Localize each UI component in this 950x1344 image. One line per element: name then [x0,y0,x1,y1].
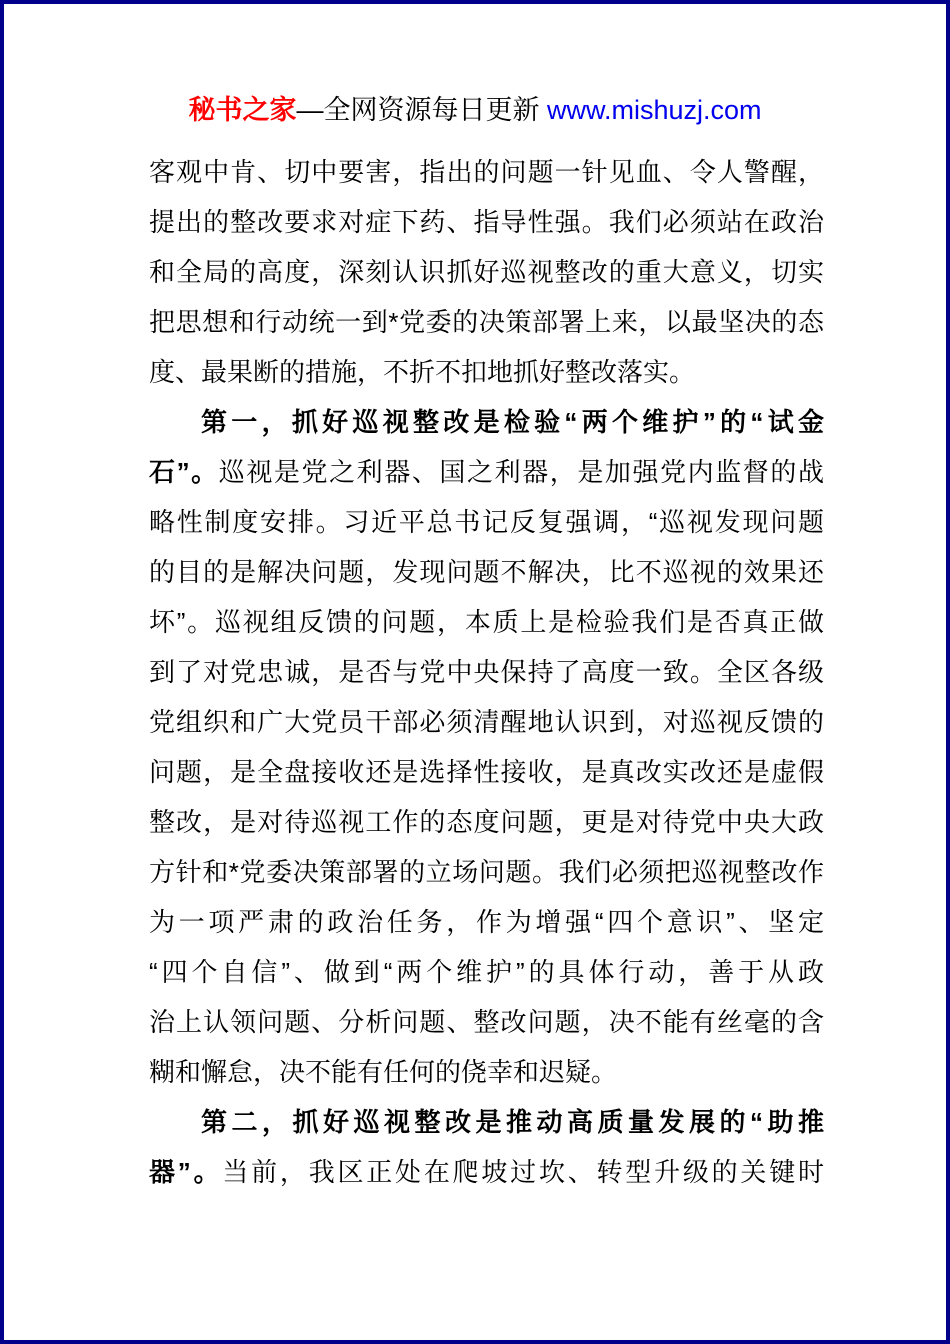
bold-text-segment: 器”。 [149,1157,223,1187]
text-line [149,497,824,547]
text-line [149,597,824,647]
text-segment: 到了对党忠诚，是否与党中央保持了高度一致。全区各级 [149,657,824,687]
text-line [149,397,824,447]
text-segment: 巡视是党之利器、国之利器，是加强党内监督的战 [218,457,824,487]
site-url[interactable]: www.mishuzj.com [546,95,762,125]
text-segment: 方针和*党委决策部署的立场问题。我们必须把巡视整改作 [149,857,824,887]
bold-text-segment: 第二，抓好巡视整改是推动高质量发展的“助推 [201,1107,824,1137]
text-line [149,547,824,597]
text-segment: 和全局的高度，深刻认识抓好巡视整改的重大意义，切实 [149,257,824,287]
text-segment: 问题，是全盘接收还是选择性接收，是真改实改还是虚假 [149,757,824,787]
document-body [4,147,946,1197]
text-line [149,797,824,847]
text-segment: 当前，我区正处在爬坡过坎、转型升级的关键时 [222,1157,824,1187]
text-line [149,147,824,197]
text-line [149,197,824,247]
text-segment: 度、最果断的措施，不折不扣地抓好整改落实。 [149,357,696,387]
text-segment: 党组织和广大党员干部必须清醒地认识到，对巡视反馈的 [149,707,824,737]
text-segment: 的目的是解决问题，发现问题不解决，比不巡视的效果还 [149,557,824,587]
site-tagline: —全网资源每日更新 [296,95,547,125]
text-line [149,1047,824,1097]
bold-text-segment: 石”。 [149,457,219,487]
text-segment: 治上认领问题、分析问题、整改问题，决不能有丝毫的含 [149,1007,824,1037]
text-segment: 提出的整改要求对症下药、指导性强。我们必须站在政治 [149,207,824,237]
text-segment: 整改，是对待巡视工作的态度问题，更是对待党中央大政 [149,807,824,837]
text-segment: 略性制度安排。习近平总书记反复强调，“巡视发现问题 [149,507,824,537]
text-segment: “四个自信”、做到“两个维护”的具体行动，善于从政 [149,957,824,987]
text-segment: 客观中肯、切中要害，指出的问题一针见血、令人警醒， [149,157,824,187]
text-line [149,897,824,947]
text-line [149,347,824,397]
text-line [149,747,824,797]
text-line [149,447,824,497]
text-segment: 坏”。巡视组反馈的问题，本质上是检验我们是否真正做 [149,607,824,637]
text-line [149,297,824,347]
text-line [149,247,824,297]
text-line [149,997,824,1047]
text-line [149,947,824,997]
text-line [149,1147,824,1197]
site-brand: 秘书之家 [188,95,297,125]
text-segment: 把思想和行动统一到*党委的决策部署上来，以最坚决的态 [149,307,824,337]
text-line [149,647,824,697]
text-segment: 为一项严肃的政治任务，作为增强“四个意识”、坚定 [149,907,824,937]
page-header [4,85,946,135]
text-line [149,1097,824,1147]
text-line [149,847,824,897]
text-segment: 糊和懈怠，决不能有任何的侥幸和迟疑。 [149,1057,618,1087]
text-line [149,697,824,747]
bold-text-segment: 第一，抓好巡视整改是检验“两个维护”的“试金 [201,407,824,437]
